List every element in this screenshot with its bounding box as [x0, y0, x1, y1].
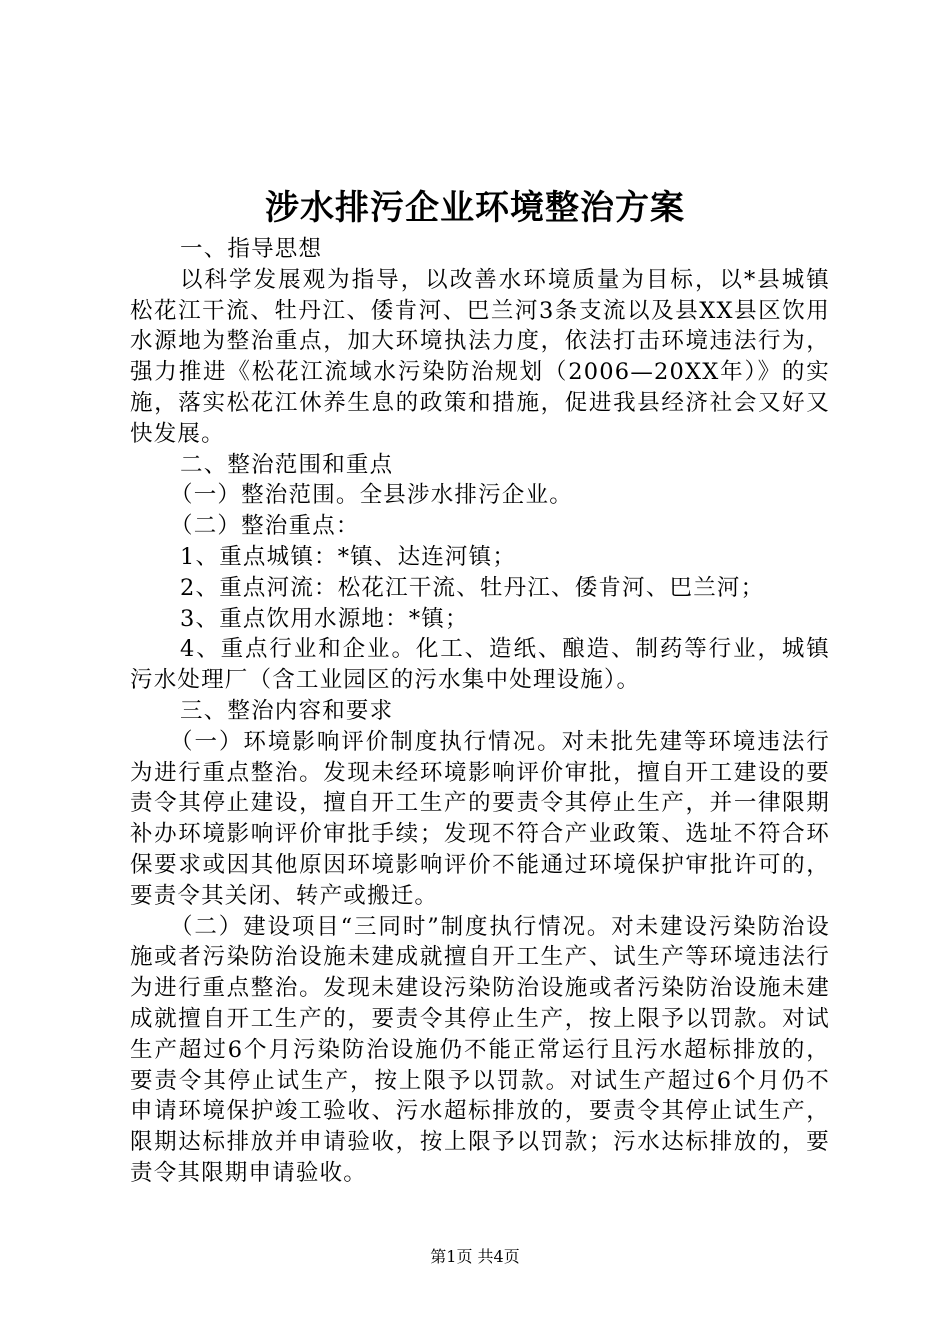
- section-heading-3: 三、整治内容和要求: [180, 697, 394, 724]
- list-item-towns: 1、重点城镇：*镇、达连河镇；: [180, 543, 517, 570]
- paragraph-focus: （二）整治重点：: [170, 513, 360, 540]
- document-title: 涉水排污企业环境整治方案: [265, 188, 685, 228]
- paragraph-three-simultaneous: （二）建设项目“三同时”制度执行情况。对未建设污染防治设施或者污染防治设施未建成就擅自开工生产、试生产等环境违法行为进行重点整治。发现未建设污染防治设施或者污染防治设施未建成就擅自开工生产的，要责令其停止生产，按上限予以罚款。对试生产超过6个月污染防治设施仍不能正常运行且污水超标排放的，要责令其停止试生产，按上限予以罚款。对试生产超过6个月仍不申请环境保护竣工验收、污水超标排放的，要责令其停止试生产，限期达标排放并申请验收，按上限予以罚款；污水达标排放的，要责令其限期申请验收。: [130, 913, 830, 1186]
- list-item-water-sources: 3、重点饮用水源地：*镇；: [180, 605, 469, 632]
- list-item-rivers: 2、重点河流：松花江干流、牡丹江、倭肯河、巴兰河；: [180, 574, 765, 601]
- paragraph-guiding-thought: 以科学发展观为指导，以改善水环境质量为目标，以*县城镇松花江干流、牡丹江、倭肯河、巴兰河3条支流以及县XX县区饮用水源地为整治重点，加大环境执法力度，依法打击环境违法行为，强力推进《松花江流域水污染防治规划（2006—20XX年）》的实施，落实松花江休养生息的政策和措施，促进我县经济社会又好又快发展。: [130, 266, 830, 447]
- page-footer: 第1页 共4页: [430, 1247, 520, 1266]
- section-heading-1: 一、指导思想: [180, 236, 323, 262]
- section-heading-2: 二、整治范围和重点: [180, 451, 394, 478]
- paragraph-eia: （一）环境影响评价制度执行情况。对未批先建等环境违法行为进行重点整治。发现未经环境影响评价审批，擅自开工建设的要责令其停止建设，擅自开工生产的要责令其停止生产，并一律限期补办环境影响评价审批手续；发现不符合产业政策、选址不符合环保要求或因其他原因环境影响评价不能通过环境保护审批许可的，要责令其关闭、转产或搬迁。: [130, 728, 830, 909]
- list-item-industries: 4、重点行业和企业。化工、造纸、酿造、制药等行业，城镇污水处理厂（含工业园区的污水集中处理设施）。: [130, 636, 830, 694]
- document-body: [130, 234, 830, 1189]
- paragraph-scope: （一）整治范围。全县涉水排污企业。: [170, 482, 573, 509]
